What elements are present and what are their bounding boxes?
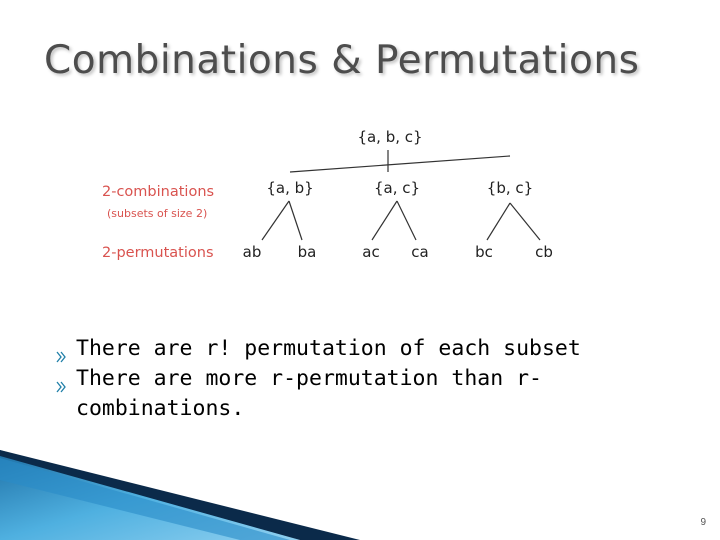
- tree-edge: [397, 201, 416, 240]
- permutation-node: ba: [297, 243, 317, 261]
- subset-node: {a, b}: [266, 179, 314, 197]
- bullet-item: [56, 334, 656, 364]
- tree-edge: [289, 201, 302, 240]
- subset-node: {a, c}: [373, 179, 421, 197]
- page-number: 9: [700, 517, 706, 528]
- subset-node: {b, c}: [486, 179, 534, 197]
- combinations-row-label: 2-combinations: [102, 184, 215, 200]
- combinations-row-note: (subsets of size 2): [107, 207, 208, 220]
- permutations-row-label: 2-permutations: [102, 245, 214, 261]
- tree-edge: [510, 203, 540, 240]
- tree-edge: [372, 201, 397, 240]
- permutation-node: cb: [535, 243, 553, 261]
- tree-edge: [262, 201, 289, 240]
- tree-root-node: {a, b, c}: [357, 128, 423, 146]
- bullet-text: There are r! permutation of each subset: [76, 336, 581, 361]
- bullet-marker-icon: [56, 372, 66, 384]
- tree-edge: [290, 156, 510, 172]
- permutation-node: ca: [411, 243, 429, 261]
- bullet-text: There are more r-permutation than r-combinations.: [76, 366, 542, 421]
- bullet-item: [56, 364, 656, 424]
- slide-title: Combinations & Permutations: [44, 38, 640, 83]
- permutation-node: ab: [242, 243, 262, 261]
- tree-edge: [487, 203, 510, 240]
- bullet-list: [56, 334, 656, 424]
- permutation-node: bc: [475, 243, 493, 261]
- permutation-node: ac: [362, 243, 380, 261]
- corner-decoration: [0, 450, 360, 540]
- bullet-marker-icon: [56, 342, 66, 354]
